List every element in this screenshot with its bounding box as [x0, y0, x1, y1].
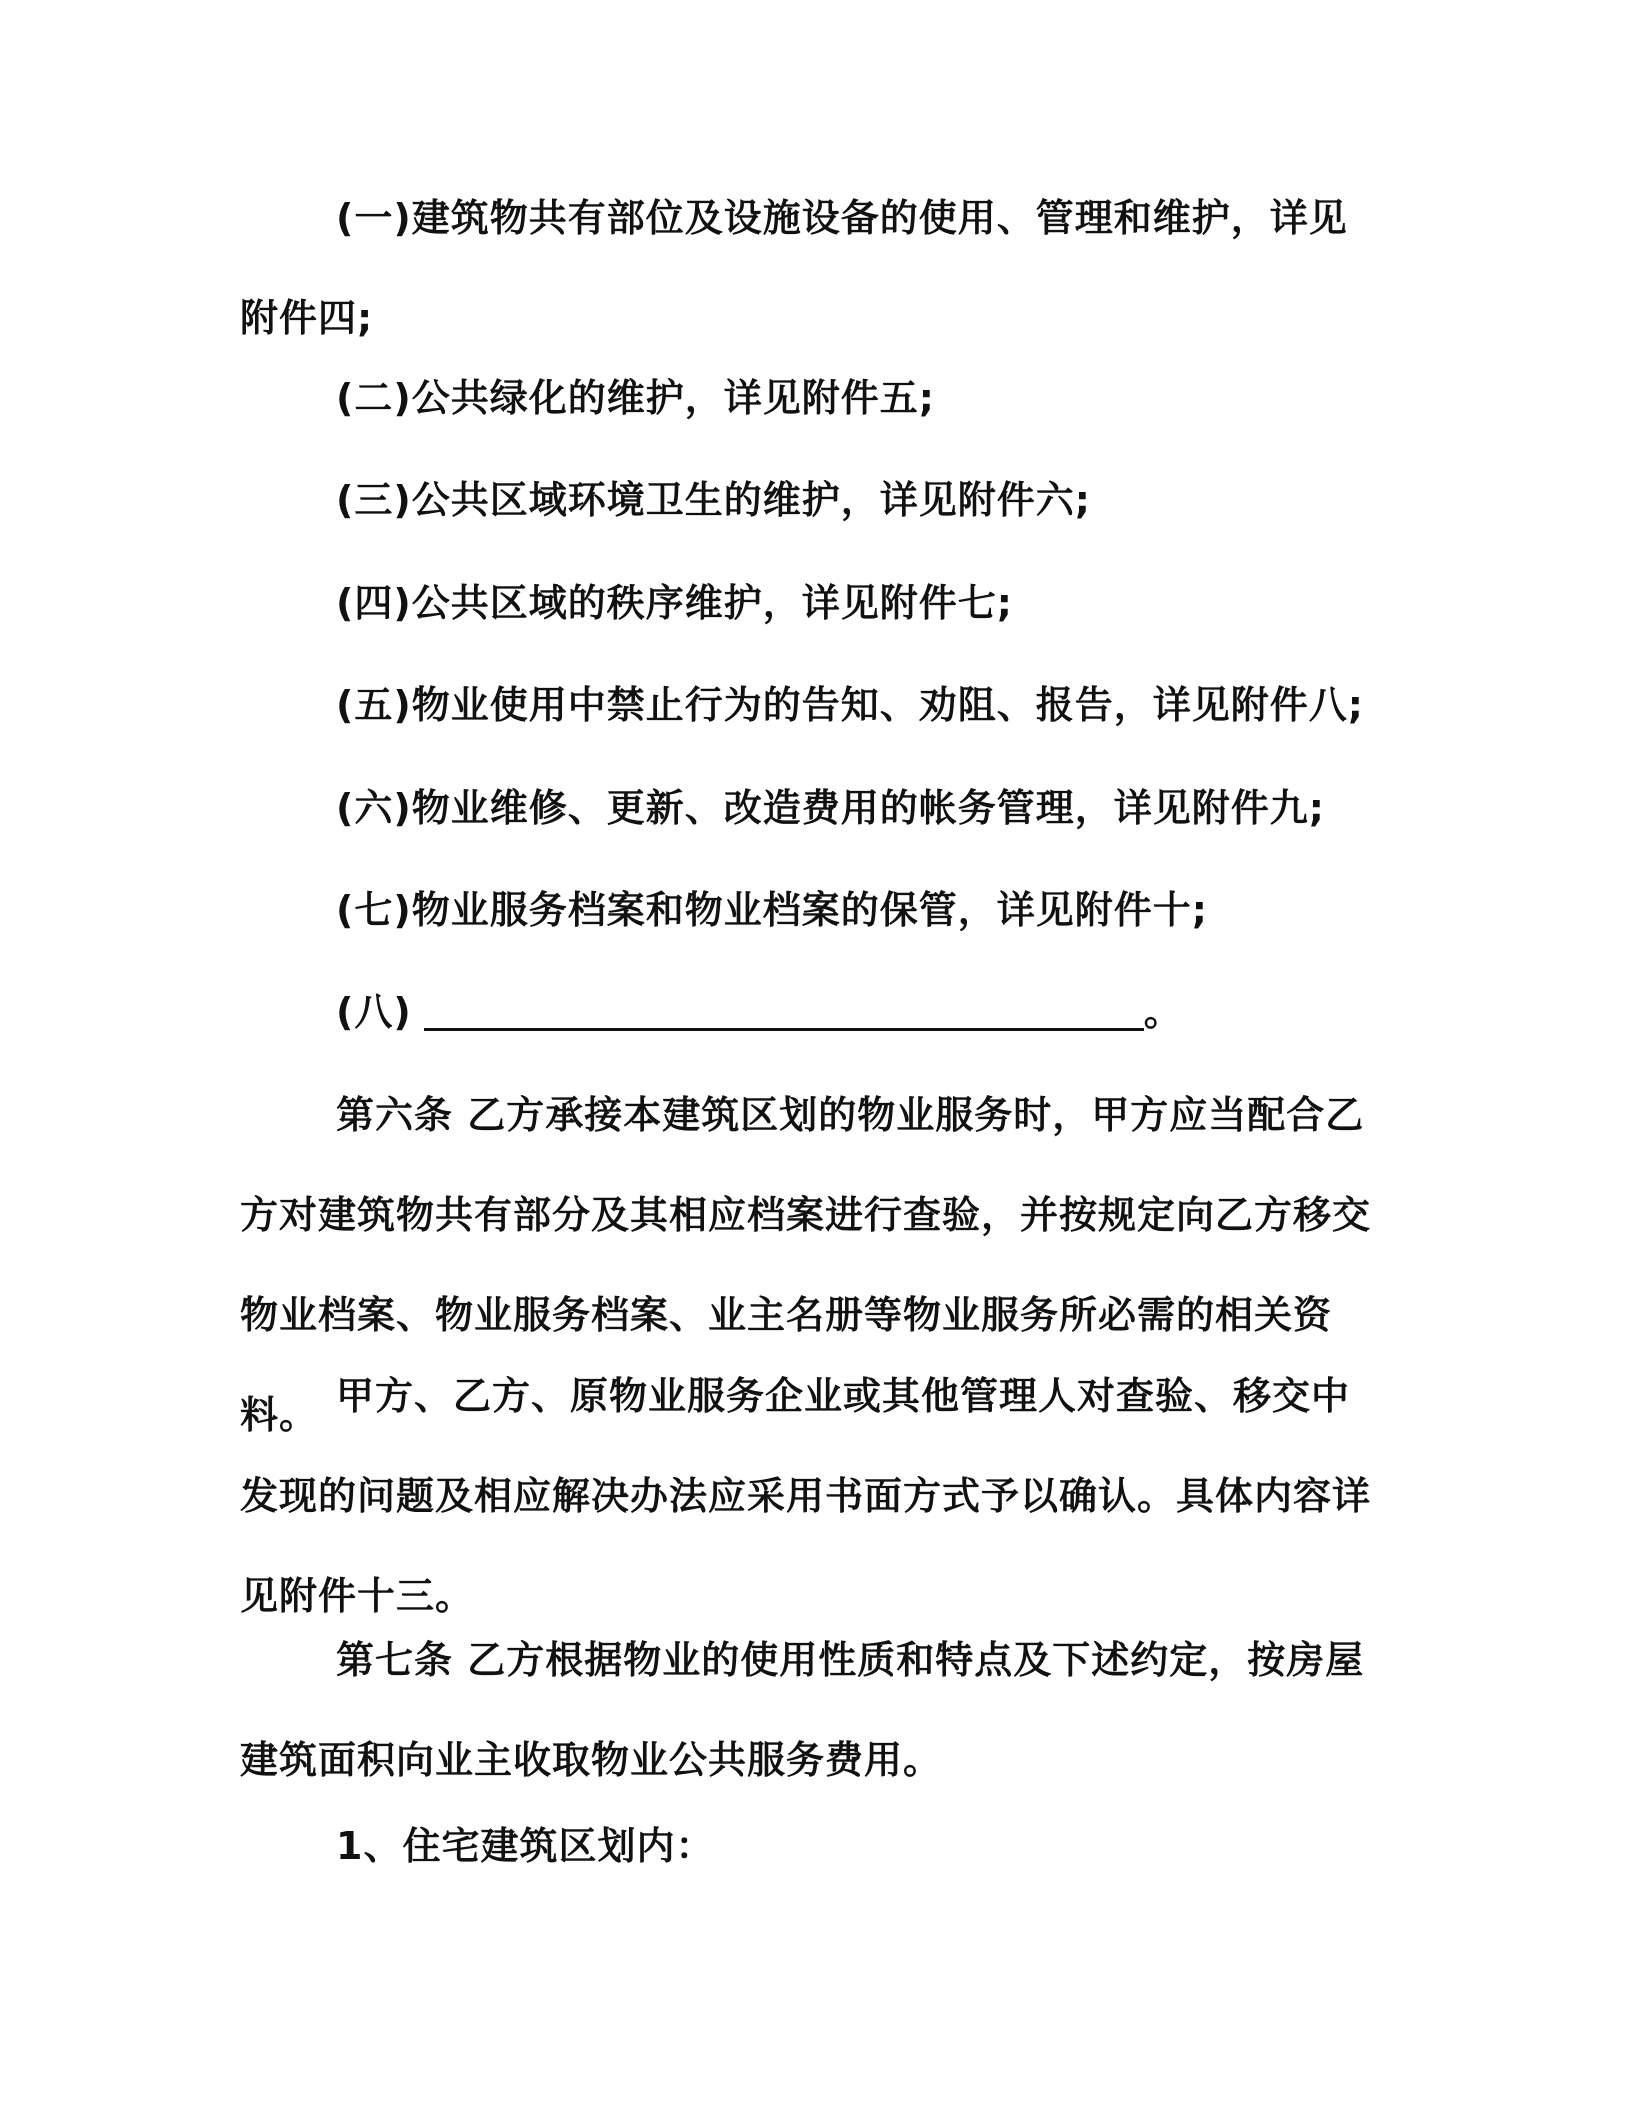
article-7-paragraph-2: 1、住宅建筑区划内：: [336, 1824, 715, 1868]
item-7: (七)物业服务档案和物业档案的保管，详见附件十;: [336, 888, 1208, 932]
article-6-paragraph-1: 第六条 乙方承接本建筑区划的物业服务时，甲方应当配合乙方对建筑物共有部分及其相应档案进行查验，并按规定向乙方移交物业档案、物业服务档案、业主名册等物业服务所必需的相关资料。: [240, 1093, 1372, 1437]
item-8-suffix: 。: [1143, 990, 1183, 1034]
item-1: (一)建筑物共有部位及设施设备的使用、管理和维护，详见附件四;: [240, 196, 1348, 340]
item-8-prefix: (八): [336, 990, 412, 1034]
article-6-paragraph-2: 甲方、乙方、原物业服务企业或其他管理人对查验、移交中发现的问题及相应解决办法应采用书面方式予以确认。具体内容详见附件十三。: [240, 1374, 1372, 1618]
item-8: [240, 962, 1380, 1062]
item-3: (三)公共区域环境卫生的维护，详见附件六;: [336, 478, 1091, 522]
item-4: (四)公共区域的秩序维护，详见附件七;: [336, 581, 1013, 625]
article-7-paragraph-1: 第七条 乙方根据物业的使用性质和特点及下述约定，按房屋建筑面积向业主收取物业公共服务费用。: [240, 1638, 1365, 1782]
item-5: (五)物业使用中禁止行为的告知、劝阻、报告，详见附件八;: [336, 683, 1364, 727]
fill-in-blank-line: [424, 990, 1144, 1031]
item-6: (六)物业维修、更新、改造费用的帐务管理，详见附件九;: [336, 786, 1325, 830]
item-2: (二)公共绿化的维护，详见附件五;: [336, 376, 935, 420]
